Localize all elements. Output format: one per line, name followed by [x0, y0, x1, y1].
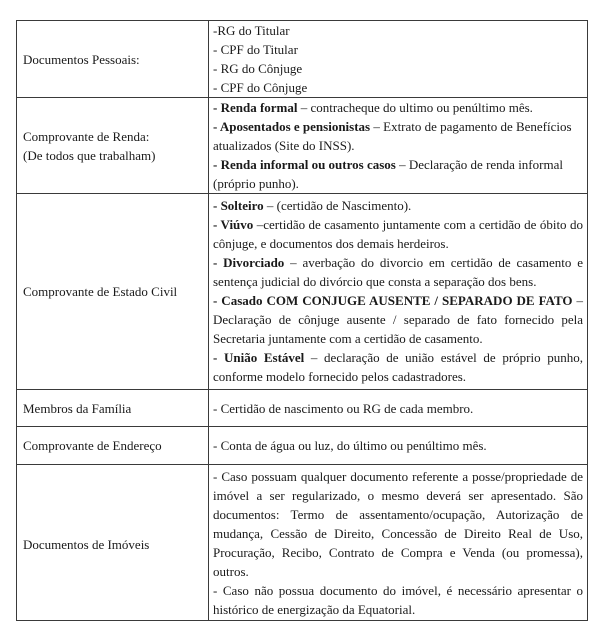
paragraph: - Caso não possua documento do imóvel, é necessário apresentar o histórico de energização da Equatorial. — [213, 582, 583, 617]
label-text: Documentos Pessoais: — [23, 51, 140, 67]
item-title: - Renda informal ou outros casos — [213, 157, 396, 172]
item-text: – averbação do divorcio em certidão de casamento e sentença judicial do divórcio que consta a separação dos bens. — [213, 255, 583, 289]
row-label — [17, 98, 209, 194]
table-row-estado-civil — [17, 194, 588, 390]
item-title: - Divorciado — [213, 255, 285, 270]
list-item — [213, 291, 583, 348]
table-row-documentos-pessoais — [17, 21, 588, 98]
item-text: – declaração de união estável de próprio punho, conforme modelo fornecido pelos cadastradores. — [213, 350, 583, 384]
list-item — [213, 253, 583, 291]
label-text: Documentos de Imóveis — [23, 536, 150, 552]
table-row-comprovante-endereco — [17, 427, 588, 465]
item-text: – contracheque do ultimo ou penúltimo mês. — [297, 100, 533, 115]
item-text: - Certidão de nascimento ou RG de cada membro. — [213, 400, 474, 416]
list-item: - CPF do Cônjuge — [213, 80, 308, 95]
item-text: –certidão de casamento juntamente com a certidão de óbito do cônjuge, e documentos dos demais herdeiros. — [213, 217, 584, 251]
list-item — [213, 348, 583, 386]
item-text: – Declaração de renda informal (próprio punho). — [213, 157, 563, 191]
row-value — [209, 427, 588, 465]
item-title: - Solteiro — [213, 198, 264, 213]
item-text: – Extrato de pagamento de Benefícios atualizados (Site do INSS). — [213, 119, 572, 153]
row-label — [17, 465, 209, 621]
item-title: - Aposentados e pensionistas — [213, 119, 371, 134]
row-value — [209, 98, 588, 194]
list-item — [213, 196, 583, 215]
item-text: – (certidão de Nascimento). — [263, 198, 412, 213]
row-value — [209, 21, 588, 98]
table-row-membros-familia — [17, 390, 588, 427]
list-item: -RG do Titular — [213, 23, 290, 38]
list-item — [213, 117, 583, 155]
row-value — [209, 194, 588, 390]
documents-table — [16, 20, 588, 621]
list-item: - RG do Cônjuge — [213, 61, 303, 76]
item-text: – Declaração de cônjuge ausente / separado de fato fornecido pela Secretaria juntamente com a certidão de casamento. — [213, 293, 584, 346]
list-item — [213, 155, 583, 193]
row-value — [209, 390, 588, 427]
list-item — [213, 215, 583, 253]
label-text: Comprovante de Estado Civil — [23, 284, 178, 299]
label-text: Membros da Família — [23, 400, 132, 416]
label-subtext: (De todos que trabalham) — [23, 147, 156, 163]
row-label — [17, 390, 209, 427]
table-row-comprovante-renda — [17, 98, 588, 194]
row-label — [17, 427, 209, 465]
item-title: - Casado COM CONJUGE AUSENTE / SEPARADO DE FATO — [213, 293, 573, 308]
row-value — [209, 465, 588, 621]
item-title: - União Estável — [213, 350, 305, 365]
item-title: - Renda formal — [213, 100, 298, 115]
list-item: - CPF do Titular — [213, 42, 298, 57]
label-text: Comprovante de Endereço — [23, 438, 162, 453]
item-text: - Conta de água ou luz, do último ou penúltimo mês. — [213, 438, 487, 453]
row-label — [17, 21, 209, 98]
item-title: - Viúvo — [213, 217, 254, 232]
paragraph: - Caso possuam qualquer documento referente a posse/propriedade de imóvel a ser regularizado, o mesmo deverá ser apresentado. São documentos: Termo de assentamento/ocupação, Autorização de mudança, Cessão de Direito, Concessão de Direito Real de Uso, Procuração, Recibo, Contrato de Compra e Venda (ou promessa), outros. — [213, 468, 583, 579]
label-text: Comprovante de Renda: — [23, 128, 150, 144]
row-label — [17, 194, 209, 390]
list-item — [213, 98, 583, 117]
table-row-documentos-imoveis — [17, 465, 588, 621]
